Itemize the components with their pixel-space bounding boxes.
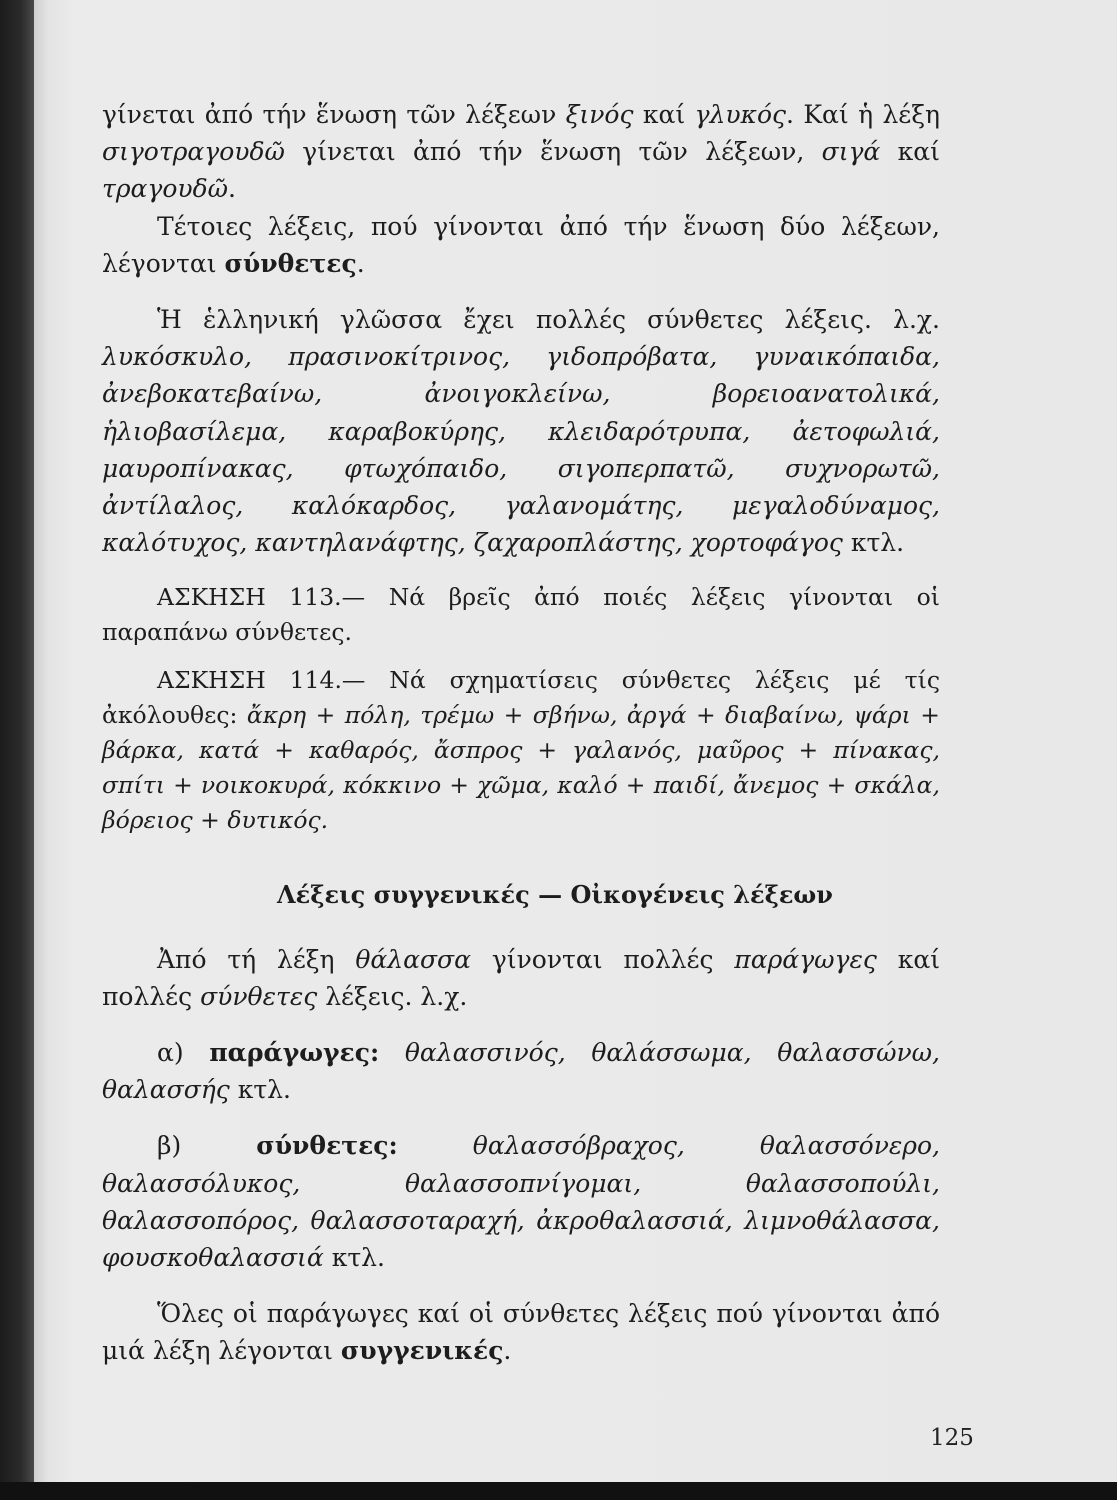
p7-c: .	[503, 1336, 512, 1366]
p2-a: Τέτοιες λέξεις, πού γίνονται ἀπό τήν ἕνωση δύο λέξεων, λέγονται	[102, 211, 940, 278]
p6-d: κτλ.	[323, 1243, 385, 1273]
word-siga: σιγά	[821, 137, 881, 167]
paragraph-6	[102, 1127, 940, 1276]
p3-a: Ἡ ἑλληνική γλῶσσα ἔχει πολλές σύνθετες λέξεις. λ.χ.	[157, 305, 940, 335]
paragraph-5	[102, 1034, 940, 1108]
p2-c: .	[356, 248, 365, 278]
paragraph-1	[102, 96, 940, 208]
p1-g: γίνεται ἀπό τήν ἕνωση τῶν λέξεων,	[284, 137, 822, 167]
book-spine-shadow	[0, 0, 34, 1500]
p4-g: λέξεις. λ.χ.	[317, 981, 468, 1011]
exercise-114-text: Νά σχηματίσεις σύνθετες λέξεις μέ τίς ἀκόλουθες:	[102, 666, 940, 730]
term-synthetes: σύνθετες:	[256, 1131, 398, 1161]
p1-c: καί	[633, 100, 695, 129]
p7-a: Ὅλες οἱ παράγωγες καί οἱ σύνθετες λέξεις πού γίνονται ἀπό μιά λέξη λέγονται	[102, 1299, 940, 1366]
word-glykos: γλυκός	[694, 100, 787, 129]
word-xinos: ξινός	[565, 100, 634, 129]
p3-c: κτλ.	[842, 528, 905, 558]
paragraph-7	[102, 1295, 940, 1369]
paragraph-2	[102, 208, 940, 282]
compound-examples: λυκόσκυλο, πρασινοκίτρινος, γιδοπρόβατα, γυναικόπαιδα, ἀνεβοκατεβαίνω, ἀνοιγοκλείνω, βορειοανατολικά, ἡλιοβασίλεμα, καραβοκύρης, κλειδαρότρυπα, ἀετοφωλιά, μαυροπίνακας, φτωχόπαιδο, σιγοπερπατῶ, συχνορωτῶ, ἀντίλαλος, καλόκαρδος, γαλανομάτης, μεγαλοδύναμος, καλότυχος, καντηλανάφτης, ζαχαροπλάστης, χορτοφάγος	[102, 342, 940, 558]
p5-d: κτλ.	[229, 1075, 291, 1105]
p1-k: .	[228, 174, 236, 204]
exercise-113	[102, 580, 940, 650]
page-text	[102, 96, 940, 1370]
p1-e: . Καί ἡ λέξη	[786, 100, 941, 129]
term-syggenikes: συγγενικές	[340, 1336, 504, 1366]
term-paragoges: παράγωγες:	[209, 1038, 380, 1068]
term-syntheta: σύνθετες	[224, 248, 357, 278]
word-synthetes: σύνθετες	[200, 981, 318, 1011]
word-thalassa: θάλασσα	[355, 944, 472, 974]
p1-a: γίνεται ἀπό τήν ἕνωση τῶν λέξεων	[102, 100, 566, 129]
section-heading: Λέξεις συγγενικές — Οἰκογένεις λέξεων	[277, 880, 833, 910]
p4-c: γίνονται πολλές	[471, 944, 735, 974]
paragraph-4	[102, 941, 940, 1015]
word-sigotragoudo: σιγοτραγουδῶ	[102, 137, 285, 167]
compound-thalassa-examples: θαλασσόβραχος, θαλασσόνερο, θαλασσόλυκος, θαλασσοπνίγομαι, θαλασσοπούλι, θαλασσοπόρος, θαλασσοταραχή, ἀκροθαλασσιά, λιμνοθάλασσα, φουσκοθαλασσιά	[102, 1131, 941, 1273]
scan-bottom-border	[0, 1482, 1117, 1500]
word-tragoudo: τραγουδῶ	[102, 174, 229, 204]
exercise-113-text: Νά βρεῖς ἀπό ποιές λέξεις γίνονται οἱ παραπάνω σύνθετες.	[102, 583, 940, 647]
word-paragoges: παράγωγες	[734, 944, 877, 974]
exercise-113-label: ΑΣΚΗΣΗ 113.—	[157, 583, 389, 612]
p4-a: Ἀπό τή λέξη	[157, 944, 356, 974]
page-number: 125	[930, 1425, 974, 1451]
p5-a: α)	[157, 1038, 210, 1068]
paragraph-3	[102, 301, 940, 561]
exercise-114-label: ΑΣΚΗΣΗ 114.—	[157, 666, 390, 695]
derivative-examples: θαλασσινός, θαλάσσωμα, θαλασσώνω, θαλασσής	[102, 1038, 940, 1105]
p1-i: καί	[880, 137, 940, 167]
p6-a: β)	[157, 1131, 257, 1161]
exercise-114-pairs: ἄκρη + πόλη, τρέμω + σβήνω, ἀργά + διαβαίνω, ψάρι + βάρκα, κατά + καθαρός, ἄσπρος + γαλανός, μαῦρος + πίνακας, σπίτι + νοικοκυρά, κόκκινο + χῶμα, καλό + παιδί, ἄνεμος + σκάλα, βόρειος + δυτικός.	[102, 701, 940, 835]
p4-e: καί πολλές	[102, 944, 940, 1011]
exercise-114	[102, 663, 940, 838]
